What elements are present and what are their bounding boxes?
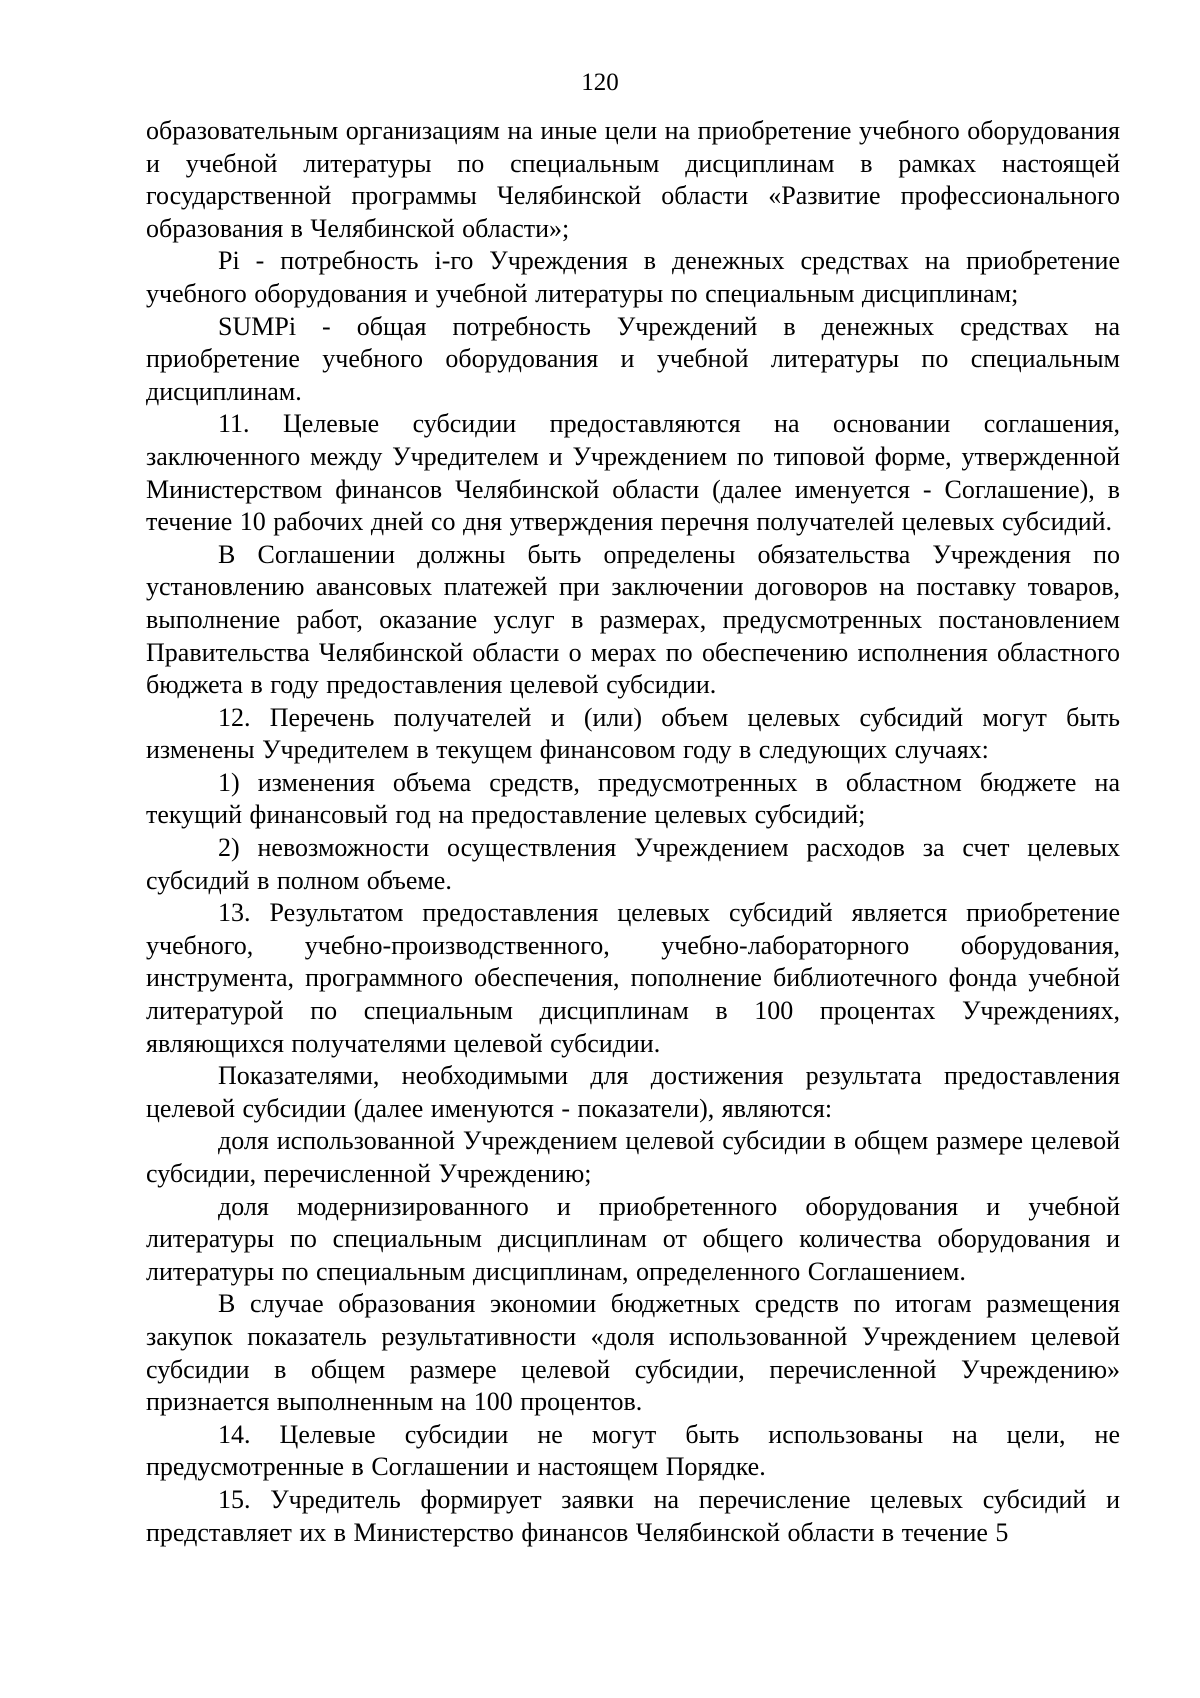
- paragraph-indicator-1: доля использованной Учреждением целевой субсидии в общем размере целевой субсидии, перечисленной Учреждению;: [146, 1126, 1120, 1188]
- paragraph-agreement-obligations: В Соглашении должны быть определены обязательства Учреждения по установлению авансовых платежей при заключении договоров на поставку товаров, выполнение работ, оказание услуг в размерах, предусмотренных постановлением Правительства Челябинской области о мерах по обеспечению исполнения областного бюджета в году предоставления целевой субсидии.: [146, 539, 1120, 700]
- paragraph-continuation: образовательным организациям на иные цели на приобретение учебного оборудования и учебной литературы по специальным дисциплинам в рамках настоящей государственной программы Челябинской области «Развитие профессионального образования в Челябинской области»;: [146, 116, 1120, 243]
- paragraph-pi-definition: Pi - потребность i-го Учреждения в денежных средствах на приобретение учебного оборудования и учебной литературы по специальным дисциплинам;: [146, 246, 1120, 308]
- page-number: 120: [581, 69, 619, 96]
- paragraph-indicators-intro: Показателями, необходимыми для достижения результата предоставления целевой субсидии (далее именуются - показатели), являются:: [146, 1061, 1120, 1123]
- paragraph-15: 15. Учредитель формирует заявки на перечисление целевых субсидий и представляет их в Министерство финансов Челябинской области в течение 5: [146, 1484, 1120, 1547]
- paragraph-12-item-1: 1) изменения объема средств, предусмотренных в областном бюджете на текущий финансовый год на предоставление целевых субсидий;: [146, 767, 1120, 830]
- paragraph-14: 14. Целевые субсидии не могут быть использованы на цели, не предусмотренные в Соглашении и настоящем Порядке.: [146, 1419, 1120, 1482]
- paragraph-12-item-2: 2) невозможности осуществления Учреждением расходов за счет целевых субсидий в полном объеме.: [146, 833, 1120, 895]
- paragraph-13: 13. Результатом предоставления целевых субсидий является приобретение учебного, учебно-производственного, учебно-лабораторного оборудования, инструмента, программного обеспечения, пополнение библиотечного фонда учебной литературой по специальным дисциплинам в 100 процентах Учреждениях, являющихся получателями целевой субсидии.: [146, 898, 1120, 1058]
- paragraph-12: 12. Перечень получателей и (или) объем целевых субсидий могут быть изменены Учредителем в текущем финансовом году в следующих случаях:: [146, 702, 1120, 765]
- paragraph-sumpi-definition: SUMPi - общая потребность Учреждений в денежных средствах на приобретение учебного оборудования и учебной литературы по специальным дисциплинам.: [146, 311, 1120, 406]
- paragraph-11: 11. Целевые субсидии предоставляются на основании соглашения, заключенного между Учредителем и Учреждением по типовой форме, утвержденной Министерством финансов Челябинской области (далее именуется - Соглашение), в течение 10 рабочих дней со дня утверждения перечня получателей целевых субсидий.: [146, 409, 1120, 537]
- document-body: [146, 115, 1120, 1549]
- paragraph-budget-savings: В случае образования экономии бюджетных средств по итогам размещения закупок показатель результативности «доля использованной Учреждением целевой субсидии в общем размере целевой субсидии, перечисленной Учреждению» признается выполненным на 100 процентов.: [146, 1289, 1120, 1417]
- paragraph-indicator-2: доля модернизированного и приобретенного оборудования и учебной литературы по специальным дисциплинам от общего количества оборудования и литературы по специальным дисциплинам, определенного Соглашением.: [146, 1191, 1120, 1286]
